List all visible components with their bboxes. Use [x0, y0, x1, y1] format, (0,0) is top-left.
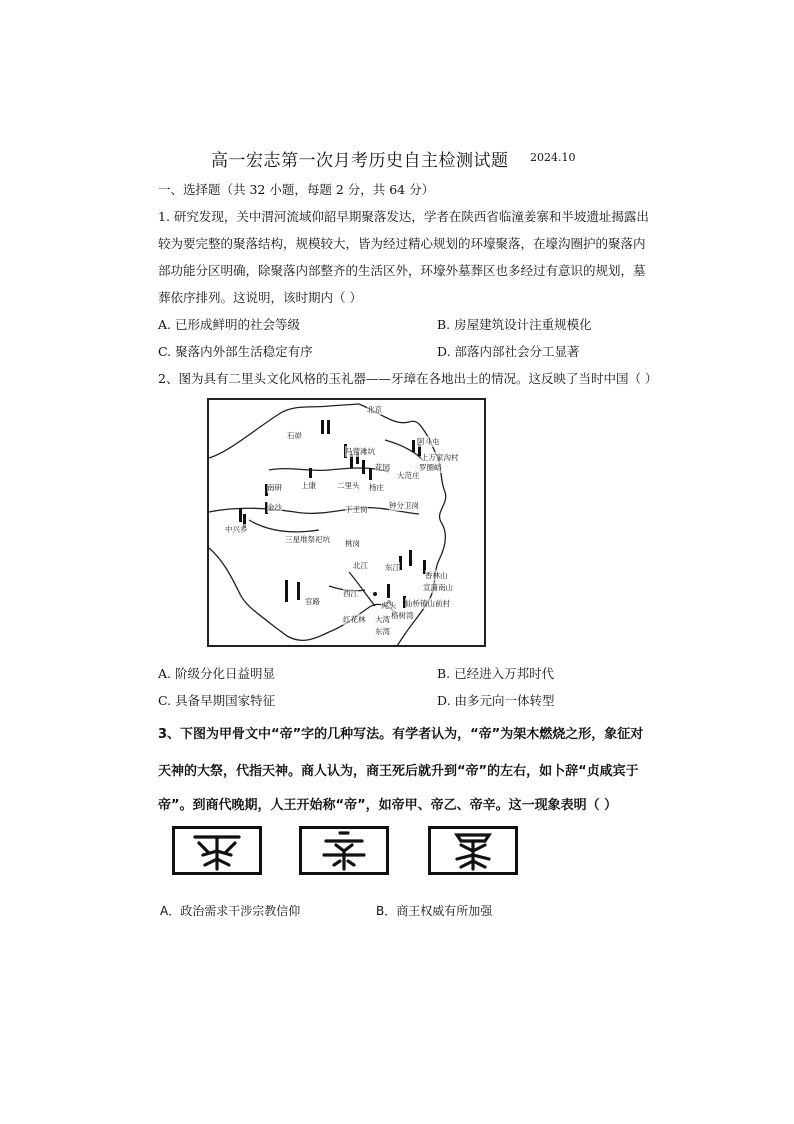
map-label-zhongyan: 南研: [267, 483, 282, 492]
map-label-xiangjiang: 香林山: [425, 571, 448, 580]
glyph-drawing-1: [175, 829, 259, 872]
map-label-honghualin: 红花林: [343, 615, 366, 624]
map-label-shenxiang: 钟分卫岗: [389, 501, 419, 510]
question-3-option-b[interactable]: B．商王权威有所加强: [376, 904, 493, 918]
map-label-kuishou: 虎头: [381, 601, 396, 610]
question-1-line: 较为要完整的聚落结构，规模较大，皆为经过精心规划的环壕聚落，在壕沟圈护的聚落内: [158, 236, 646, 251]
exam-date: 2024.10: [530, 151, 576, 164]
question-3-line: 帝”。到商代晚期，人王开始称“帝”，如帝甲、帝乙、帝辛。这一现象表明（ ）: [158, 798, 618, 813]
question-2-option-c[interactable]: C. 具备早期国家特征: [158, 693, 276, 708]
glyph-drawing-2: [302, 829, 386, 872]
question-3-line: 天神的大祭，代指天神。商人认为，商王死后就升到“帝”的左右，如卜辞“贞咸宾于: [158, 764, 639, 779]
question-1-line: 部功能分区明确，除聚落内部整齐的生活区外，环壕外墓葬区也多经过有意识的规划，墓: [158, 263, 646, 278]
map-label-beijing: 北京: [367, 405, 382, 414]
question-3-option-a[interactable]: A．政治需求干涉宗教信仰: [160, 904, 301, 918]
question-1-option-c[interactable]: C. 聚落内外部生活稳定有序: [158, 344, 313, 359]
map-outline-drawing: [209, 400, 486, 647]
map-label-zhongxing: 中兴乡: [225, 525, 248, 534]
question-1-option-d[interactable]: D. 部落内部社会分工显著: [437, 344, 580, 359]
map-label-taojiahu: 桃岗: [345, 539, 360, 548]
map-label-dongjiang: 东江: [385, 563, 400, 572]
map-label-yangzhuang: 杨庄: [369, 483, 384, 492]
map-label-huayuan: 花园: [375, 463, 390, 472]
map-label-shi: 石峁: [287, 431, 302, 440]
oracle-bone-di-icon: [299, 826, 389, 875]
map-label-xianqiao: 仙桥镇山前村: [405, 599, 450, 608]
map-label-dafan: 大范庄: [397, 471, 420, 480]
map-label-xiawanggang: 下王岗: [345, 505, 368, 514]
question-3-line: 3、下图为甲骨文中“帝”字的几种写法。有学者认为，“帝”为架木燃烧之形，象征对: [158, 727, 644, 742]
question-2-option-a[interactable]: A. 阶级分化日益明显: [158, 666, 275, 681]
map-label-guanlu: 官路: [305, 597, 320, 606]
question-1-line: 1. 研究发现，关中渭河流域仰韶早期聚落发达，学者在陕西省临潼姜寨和半坡遗址揭露出: [158, 209, 649, 224]
map-label-geshuwan: 格树湾: [391, 611, 414, 620]
map-label-dawan: 大湾: [375, 615, 390, 624]
glyph-drawing-3: [431, 829, 515, 872]
section-heading: 一、选择题（共 32 小题，每题 2 分，共 64 分）: [158, 182, 435, 197]
oracle-bone-di-icon: [172, 826, 262, 875]
question-1-option-b[interactable]: B. 房屋建筑设计注重规模化: [437, 317, 592, 332]
map-label-shangkang: 上康: [301, 481, 316, 490]
map-label-beijiang: 北江: [353, 561, 368, 570]
map-label-dananlao: 宣蒲南山: [423, 583, 453, 592]
yazhang-distribution-map: [207, 398, 486, 647]
question-1-line: 葬依序排列。这说明，该时期内（ ）: [158, 290, 362, 305]
map-label-erlitou: 二里头: [337, 481, 360, 490]
question-2-stem: 2、图为具有二里头文化风格的玉礼器——牙璋在各地出土的情况。这反映了当时中国（ ）: [158, 371, 658, 386]
map-label-mayingzi: 马营滩坑: [345, 447, 375, 456]
map-label-shangwan: 上万家沟村: [421, 453, 459, 462]
map-label-jinsha: 金沙: [267, 503, 282, 512]
map-label-dongwan: 东湾: [375, 627, 390, 636]
question-1-option-a[interactable]: A. 已形成鲜明的社会等级: [158, 317, 300, 332]
map-label-sanxingdui: 三星堆祭祀坑: [285, 535, 330, 544]
oracle-bone-di-icon: [428, 826, 518, 875]
map-label-xijiang: 西江: [343, 589, 358, 598]
question-2-option-b[interactable]: B. 已经进入万邦时代: [437, 666, 555, 681]
question-2-option-d[interactable]: D. 由多元向一体转型: [437, 693, 555, 708]
map-label-luoluo: 罗圈峪: [419, 463, 442, 472]
map-label-heyang: 阿斗屯: [417, 437, 440, 446]
exam-title: 高一宏志第一次月考历史自主检测试题: [211, 151, 509, 171]
